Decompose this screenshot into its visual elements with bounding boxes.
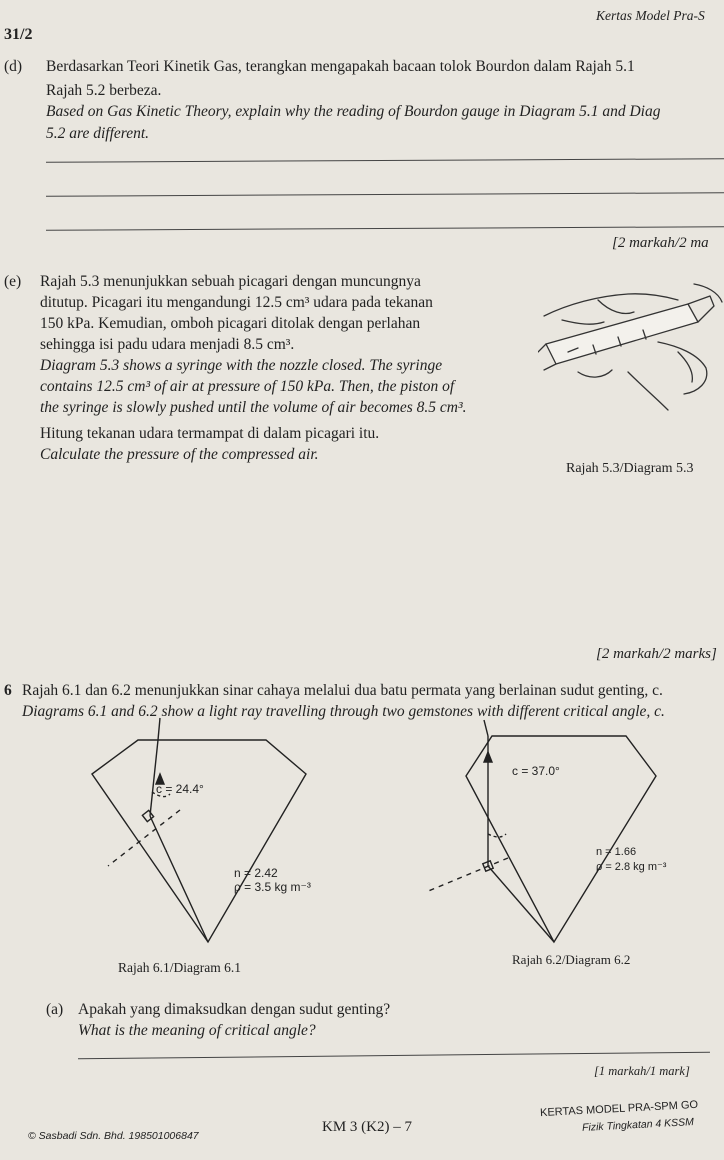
diagram-2-refractive-index: n = 1.66 [596,846,637,858]
question-d-malay-2: Rajah 5.2 berbeza. [46,82,162,99]
incident-ray [484,720,488,736]
question-e-task-malay: Hitung tekanan udara termampat di dalam picagari itu. [40,425,380,442]
question-e-marks: [2 markah/2 marks] [596,646,717,662]
answer-line[interactable] [46,192,724,197]
gemstone-diagram-2 [426,716,678,952]
page-code: 31/2 [4,26,33,43]
diagram-2-density: ρ = 2.8 kg m⁻³ [596,861,667,873]
incident-ray [158,718,160,740]
question-6a-label: (a) [46,1001,64,1018]
diagram-1-refractive-index: n = 2.42 [234,866,278,880]
question-e-malay-4: sehingga isi padu udara menjadi 8.5 cm³. [40,336,295,353]
question-e-english-1: Diagram 5.3 shows a syringe with the nozzle closed. The syringe [40,357,443,374]
question-e-label: (e) [4,273,22,290]
answer-line[interactable] [78,1052,710,1060]
question-e-malay-1: Rajah 5.3 menunjukkan sebuah picagari dengan muncungnya [40,273,421,290]
question-d-label: (d) [4,58,23,75]
question-d-malay-1: Berdasarkan Teori Kinetik Gas, terangkan mengapakah bacaan tolok Bourdon dalam Rajah 5.1 [46,58,635,75]
publisher-credit: © Sasbadi Sdn. Bhd. 198501006847 [28,1130,199,1142]
diagram-1-critical-angle: c = 24.4° [156,782,204,796]
diagram-2-critical-angle: c = 37.0° [512,764,560,778]
question-d-marks: [2 markah/2 ma [612,235,709,251]
answer-line[interactable] [46,226,724,231]
gemstone-diagram-1 [80,716,320,956]
question-d-english-2: 5.2 are different. [46,125,150,142]
question-6-number: 6 [4,682,12,699]
reflected-ray [488,866,554,942]
question-e-malay-2: ditutup. Picagari itu mengandungi 12.5 cm³ udara pada tekanan [40,294,433,311]
question-6-malay: Rajah 6.1 dan 6.2 menunjukkan sinar cahaya melalui dua batu permata yang berlainan sudut genting, c. [22,682,663,699]
question-6a-marks: [1 markah/1 mark] [594,1064,690,1078]
diagram-1-density: ρ = 3.5 kg m⁻³ [234,880,311,894]
gemstone-outline [92,740,306,942]
reflected-ray [150,816,208,942]
answer-line[interactable] [46,158,724,163]
gemstone-outline [466,736,656,942]
question-6a-malay: Apakah yang dimaksudkan dengan sudut genting? [78,1001,391,1018]
syringe-diagram [538,282,724,452]
ray-arrow [484,752,492,762]
question-d-english-1: Based on Gas Kinetic Theory, explain why the reading of Bourdon gauge in Diagram 5.1 and Diag [46,103,661,120]
internal-ray [150,740,158,816]
question-e-english-2: contains 12.5 cm³ of air at pressure of 150 kPa. Then, the piston of [40,378,455,395]
diagram-1-caption: Rajah 6.1/Diagram 6.1 [118,960,241,975]
question-e-task-english: Calculate the pressure of the compressed air. [40,446,319,463]
paper-subtitle: Fizik Tingkatan 4 KSSM [581,1116,695,1134]
question-e-english-3: the syringe is slowly pushed until the volume of air becomes 8.5 cm³. [40,399,467,416]
question-6a-english: What is the meaning of critical angle? [78,1022,316,1039]
paper-title: KERTAS MODEL PRA-SPM GO [539,1098,699,1120]
series-title: Kertas Model Pra-S [596,8,705,23]
syringe-caption: Rajah 5.3/Diagram 5.3 [566,461,694,476]
diagram-2-caption: Rajah 6.2/Diagram 6.2 [512,952,631,967]
question-6-english: Diagrams 6.1 and 6.2 show a light ray travelling through two gemstones with different critical angle, c. [22,703,665,720]
page-id: KM 3 (K2) – 7 [322,1119,412,1135]
question-e-malay-3: 150 kPa. Kemudian, omboh picagari ditolak dengan perlahan [40,315,421,332]
